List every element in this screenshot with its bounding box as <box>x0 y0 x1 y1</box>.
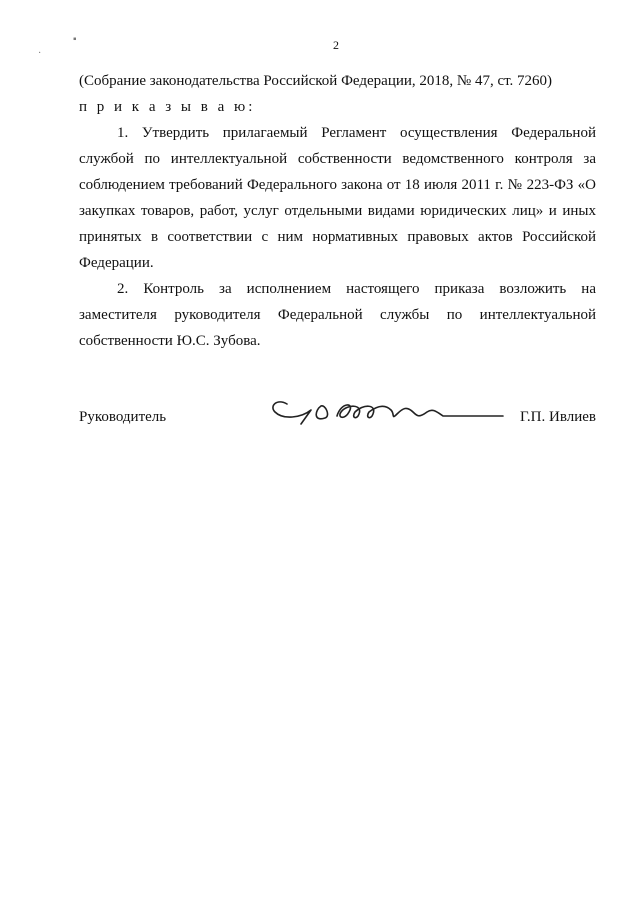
document-body <box>79 68 596 354</box>
scan-speck: ▪ <box>73 34 77 45</box>
paragraph-citation: (Собрание законодательства Российской Федерации, 2018, № 47, ст. 7260) <box>79 73 553 89</box>
paragraph-item-2: 2. Контроль за исполнением настоящего приказа возложить на заместителя руководителя Федеральной службы по интеллектуальной собственности Ю.С. Зубова. <box>79 281 596 349</box>
page-number: 2 <box>333 38 339 52</box>
scan-speck: · <box>38 48 42 59</box>
paragraph-order: п р и к а з ы в а ю: <box>79 99 256 115</box>
handwritten-signature <box>267 392 517 432</box>
paragraph-item-1: 1. Утвердить прилагаемый Регламент осуществления Федеральной службой по интеллектуальной собственности ведомственного контроля за соблюдением требований Федерального закона от 18 июля 2011 г. № 223-ФЗ «О закупках товаров, работ, услуг отдельными видами юридических лиц» и иных принятых в соответствии с ним нормативных правовых актов Российской Федерации. <box>79 125 596 271</box>
signer-name: Г.П. Ивлиев <box>519 409 596 425</box>
signature-block <box>79 404 596 430</box>
signer-role: Руководитель <box>79 409 167 425</box>
